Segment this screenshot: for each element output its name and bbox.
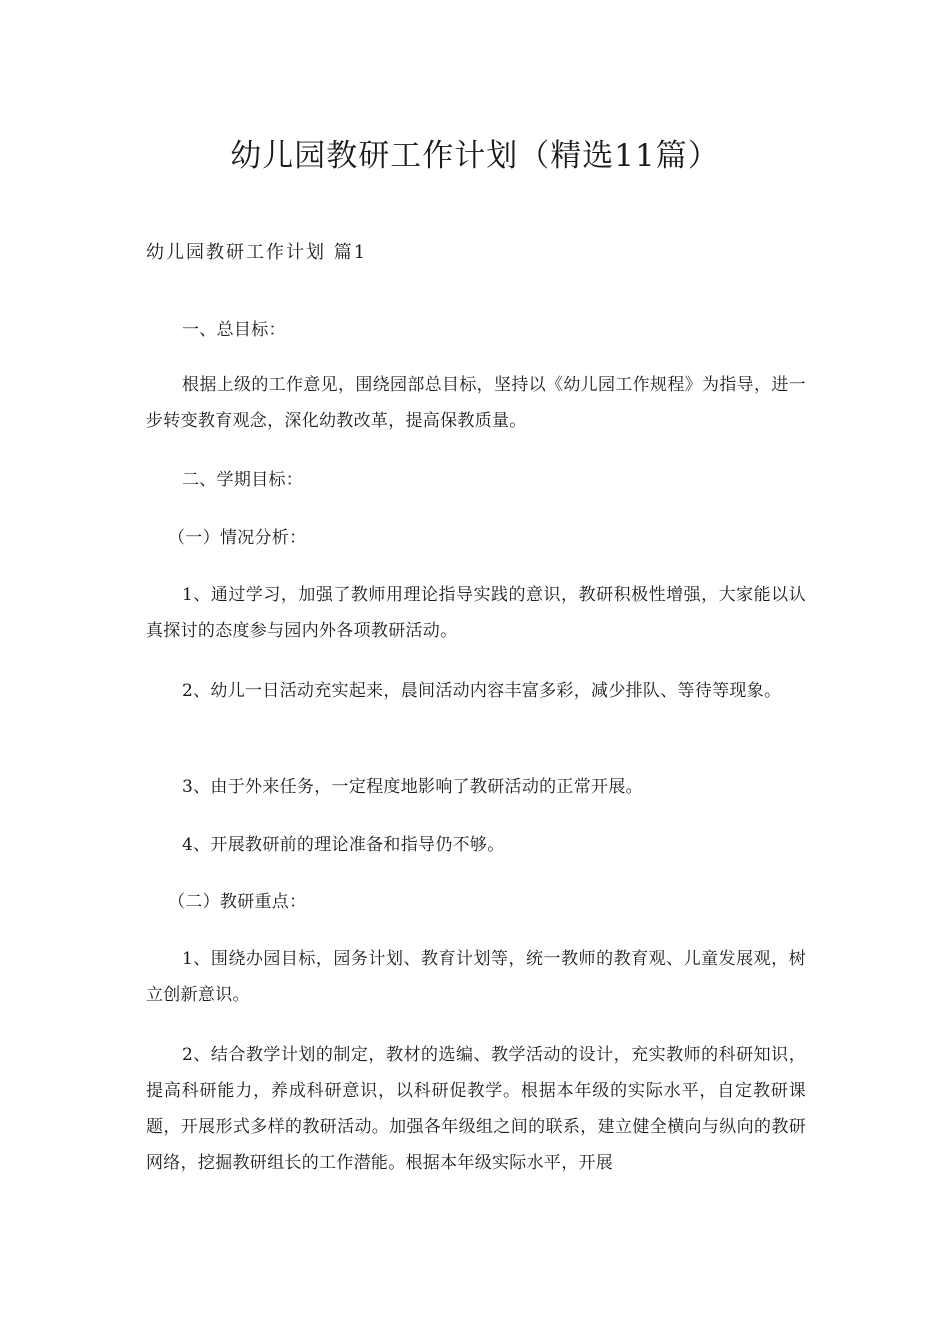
heading-research-focus: （二）教研重点：: [168, 892, 307, 912]
paragraph-general-goal: 根据上级的工作意见，围绕园部总目标，坚持以《幼儿园工作规程》为指导，进一步转变教育观念，深化幼教改革，提高保教质量。: [146, 375, 806, 431]
paragraph-focus-1: 1、围绕办园目标，园务计划、教育计划等，统一教师的教育观、儿童发展观，树立创新意识。: [146, 949, 806, 1005]
paragraph-analysis-3: 3、由于外来任务，一定程度地影响了教研活动的正常开展。: [182, 777, 643, 797]
section-heading: 幼儿园教研工作计划 篇1: [146, 242, 368, 263]
paragraph-analysis-4: 4、开展教研前的理论准备和指导仍不够。: [182, 835, 505, 855]
heading-semester-goal: 二、学期目标：: [182, 470, 304, 490]
heading-general-goal: 一、总目标：: [182, 320, 286, 340]
document-title: 幼儿园教研工作计划（精选11篇）: [230, 138, 720, 174]
paragraph-analysis-1: 1、通过学习，加强了教师用理论指导实践的意识，教研积极性增强，大家能以认真探讨的态度参与园内外各项教研活动。: [146, 585, 806, 641]
heading-situation-analysis: （一）情况分析：: [168, 528, 307, 548]
paragraph-focus-2: 2、结合教学计划的制定，教材的选编、教学活动的设计，充实教师的科研知识，提高科研能力，养成科研意识，以科研促教学。根据本年级的实际水平，自定教研课题，开展形式多样的教研活动。加强各年级组之间的联系，建立健全横向与纵向的教研网络，挖掘教研组长的工作潜能。根据本年级实际水平，开展: [146, 1045, 806, 1173]
paragraph-analysis-2: 2、幼儿一日活动充实起来，晨间活动内容丰富多彩，减少排队、等待等现象。: [182, 681, 782, 701]
